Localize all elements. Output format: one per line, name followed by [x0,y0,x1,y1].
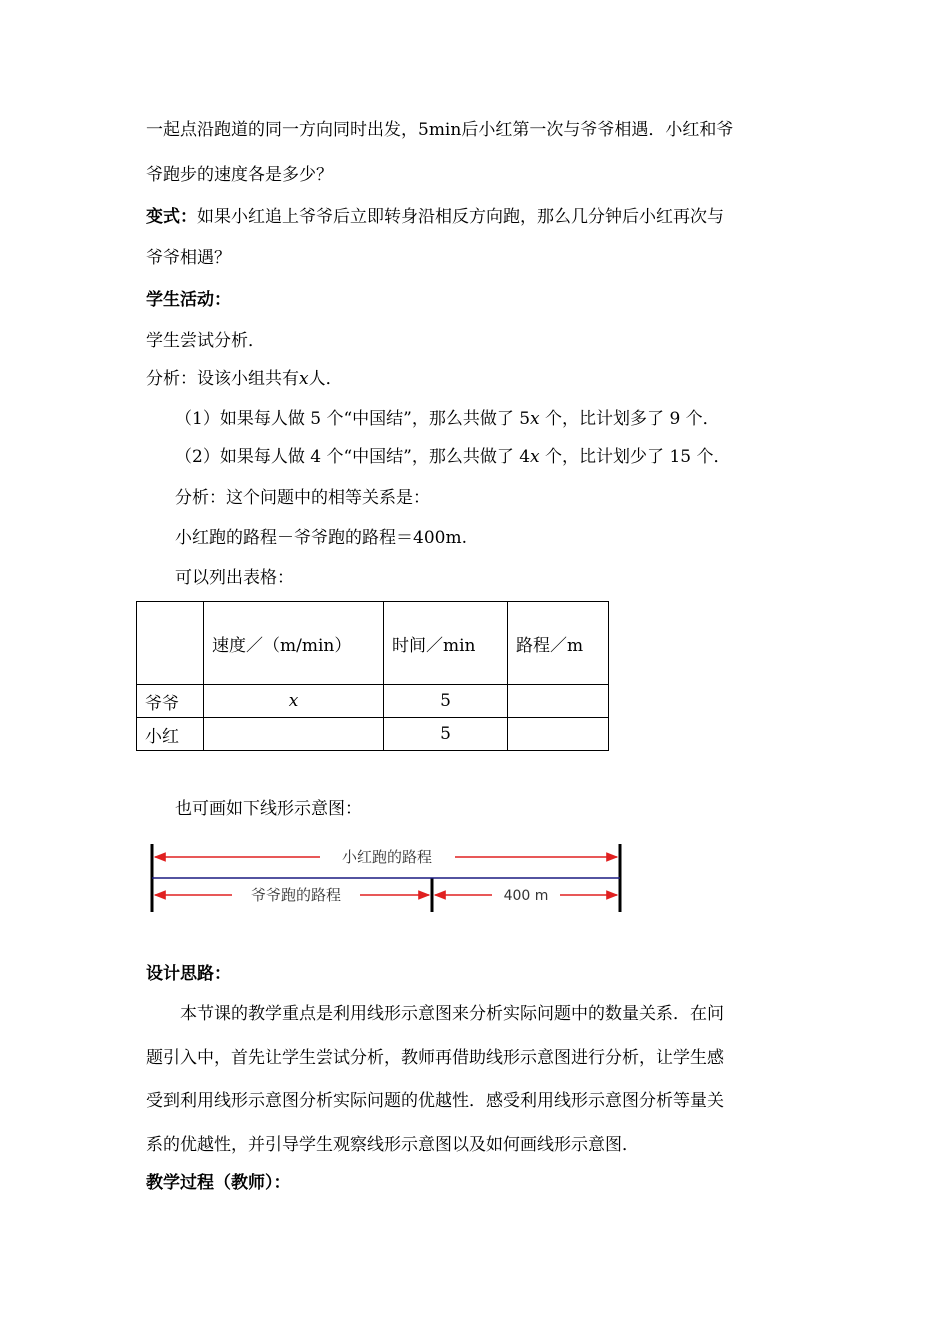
relation-equation: 小红跑的路程－爷爷跑的路程＝400m. [175,528,467,548]
table-cell: 5 [384,718,508,751]
top-label: 小红跑的路程 [341,848,433,866]
table-intro: 可以列出表格： [175,568,294,588]
table-cell [508,718,609,751]
table-header-cell [137,602,204,685]
design-line: 本节课的教学重点是利用线形示意图来分析实际问题中的数量关系．在问 [180,1004,724,1024]
analysis-text: 分析：设该小组共有x人． [146,369,343,389]
table-header-row [137,602,609,685]
case-1-text: （1）如果每人做 5 个“中国结”，那么共做了 5x 个，比计划多了 9 个． [175,409,720,429]
table-cell: 小红 [137,718,204,751]
design-line: 系的优越性，并引导学生观察线形示意图以及如何画线形示意图． [146,1135,639,1155]
case-2-text: （2）如果每人做 4 个“中国结”，那么共做了 4x 个，比计划少了 15 个． [175,447,731,467]
table-header-cell: 路程／m [508,602,609,685]
teaching-heading: 教学过程（教师）： [146,1173,291,1193]
line-diagram [0,830,950,930]
variant-text: 如果小红追上爷爷后立即转身沿相反方向跑，那么几分钟后小红再次与 [197,207,724,227]
diagram-intro: 也可画如下线形示意图： [175,799,362,819]
bottom-right-label: 400 m [503,888,549,904]
bottom-left-label: 爷爷跑的路程 [250,886,342,904]
student-try-text: 学生尝试分析． [146,331,265,351]
table-cell [204,718,384,751]
table-cell: 爷爷 [137,685,204,718]
data-table [136,601,609,751]
design-line: 题引入中，首先让学生尝试分析，教师再借助线形示意图进行分析，让学生感 [146,1048,724,1068]
design-heading: 设计思路： [146,964,231,984]
table-row [137,685,609,718]
table-header-cell: 速度／（m/min） [204,602,384,685]
paragraph-line: 爷跑步的速度各是多少？ [146,165,333,185]
design-line: 受到利用线形示意图分析实际问题的优越性．感受利用线形示意图分析等量关 [146,1091,724,1111]
student-activity-heading: 学生活动： [146,290,231,310]
table-cell: 5 [384,685,508,718]
table-cell [508,685,609,718]
table-header-cell: 时间／min [384,602,508,685]
variant-label: 变式： [146,207,197,227]
paragraph-line: 一起点沿跑道的同一方向同时出发，5min后小红第一次与爷爷相遇．小红和爷 [146,120,734,140]
table-row [137,718,609,751]
table-cell: x [204,685,384,718]
relation-intro: 分析：这个问题中的相等关系是： [175,488,430,508]
variant-paragraph [146,205,816,229]
paragraph-line: 爷爷相遇？ [146,248,231,268]
